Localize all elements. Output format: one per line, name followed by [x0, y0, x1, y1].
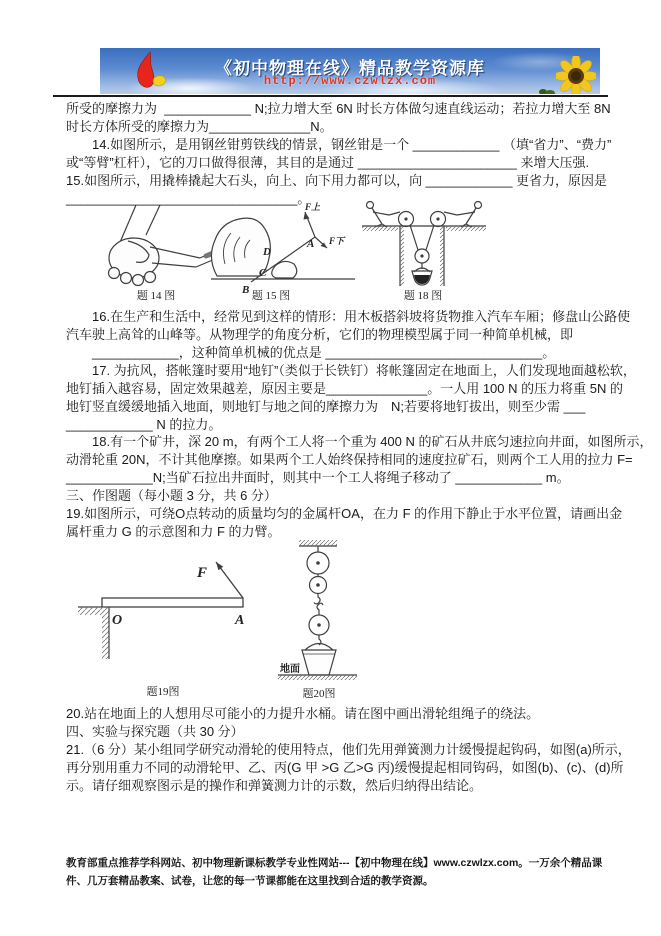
text-line: 20.站在地面上的人想用尽可能小的力提升水桶。请在图中画出滑轮组绳子的绕法。 [66, 706, 540, 721]
figure-19-label-a: A [235, 613, 245, 628]
text-line: 所受的摩擦力为 ____________ N;拉力增大至 6N 时长方体做匀速直线运动；若拉力增大至 8N [66, 101, 611, 116]
figure-18-caption: 题 18 图 [403, 290, 443, 302]
figure-question-20 [275, 538, 403, 703]
text-line: ____________N;当矿石拉出井面时，则其中一个工人将绳子移动了 ____________ m。 [66, 470, 570, 485]
figure-question-19 [75, 545, 290, 700]
figure-15-label-a: A [307, 238, 315, 250]
figure-15-label-d: D [263, 246, 271, 258]
figure-15-label-b: B [242, 284, 250, 296]
section-heading: 四、实验与探究题（共 30 分） [66, 724, 244, 739]
site-banner [100, 48, 600, 94]
text-line: ________________________________。 [66, 191, 311, 206]
figure-19-label-f: F [197, 565, 208, 581]
text-line: 16.在生产和生活中，经常见到这样的情形：用木板搭斜坡将货物推入汽车车厢；修盘山公路使 [66, 309, 631, 324]
footer-line: 教育部重点推荐学科网站、初中物理新课标教学专业性网站---【初中物理在线】www.czwlzx.com。一万余个精品课 [66, 857, 603, 869]
sunflower-icon [556, 56, 596, 94]
figure-15-label-c: C [259, 267, 267, 279]
figure-question-15 [205, 200, 373, 303]
figure-15-label-f-down: F下 [329, 236, 345, 246]
figure-20-ground-label: 地面 [280, 664, 300, 675]
text-line: 18.有一个矿井，深 20 m，有两个工人将一个重为 400 N 的矿石从井底匀速拉向井面，如图所示， [66, 434, 653, 449]
text-line: ____________，这种简单机械的优点是 ______________________________。 [66, 345, 556, 360]
figure-question-18 [360, 198, 488, 303]
text-line: 地钉竖直缓缓地插入地面，则地钉与地之间的摩擦力为 N;若要将地钉拔出，则至少需 ___ [66, 399, 586, 414]
text-line: 属杆重力 G 的示意图和力 F 的力臂。 [66, 524, 281, 539]
text-line: 汽车驶上高耸的山峰等。从物理学的角度分析，它们的物理模型属于同一种简单机械，即 [66, 327, 574, 342]
figure-15-caption: 题 15 图 [251, 290, 291, 302]
section-heading: 三、作图题（每小题 3 分，共 6 分） [66, 488, 277, 503]
text-line: ____________ N 的拉力。 [66, 417, 222, 432]
text-line: 动滑轮重 20N，不计其他摩擦。如果两个工人始终保持相同的速度拉矿石，则两个工人用的拉力 F= [66, 452, 633, 467]
figure-14-caption: 题 14 图 [136, 290, 176, 302]
text-line: 地钉插入越容易，固定效果越差，原因主要是______________。一人用 100 N 的压力将重 5N 的 [66, 381, 623, 396]
figure-15-label-f-up: F上 [305, 202, 321, 212]
header-divider [53, 95, 608, 97]
text-line: 示。请仔细观察图示是的操作和弹簧测力计的示数，然后归纳得出结论。 [66, 778, 483, 793]
site-logo-icon [128, 51, 172, 93]
text-line: 再分别用重力不同的动滑轮甲、乙、丙(G 甲 >G 乙>G 丙)缓慢提起相同钩码，如图(b)、(c)、(d)所 [66, 760, 624, 775]
plant-icon [538, 84, 556, 94]
text-line: 14.如图所示，是用钢丝钳剪铁线的情景，钢丝钳是一个 ____________ （填“省力”、“费力” [66, 137, 612, 152]
text-line: 21.（6 分）某小组同学研究动滑轮的使用特点，他们先用弹簧测力计缓慢提起钩码，如图(a)所示， [66, 742, 631, 757]
text-line: 或“等臂”杠杆），它的刀口做得很薄，其目的是通过 ______________________ 来增大压强. [66, 155, 590, 170]
banner-url: http://www.czwlzx.com [263, 74, 437, 88]
figure-19-caption: 题19图 [146, 686, 180, 698]
text-line: 时长方体所受的摩擦力为______________N。 [66, 119, 333, 134]
footer-line: 件、几万套精品教案、试卷，让您的每一节课都能在这里找到合适的教学资源。 [66, 875, 434, 887]
figure-19-label-o: O [112, 613, 123, 628]
text-line: 15.如图所示，用撬棒撬起大石头，向上、向下用力都可以，向 ____________ 更省力，原因是 [66, 173, 608, 188]
banner-title: 《初中物理在线》精品教学资源库 [215, 59, 485, 78]
figure-20-caption: 题20图 [302, 688, 336, 700]
text-line: 19.如图所示，可绕O点转动的质量均匀的金属杆OA，在力 F 的作用下静止于水平位置，请画出金 [66, 506, 623, 521]
text-line: 17. 为抗风，搭帐篷时要用“地钉”（类似于长铁钉）将帐篷固定在地面上，人们发现地面越松软， [66, 363, 636, 378]
